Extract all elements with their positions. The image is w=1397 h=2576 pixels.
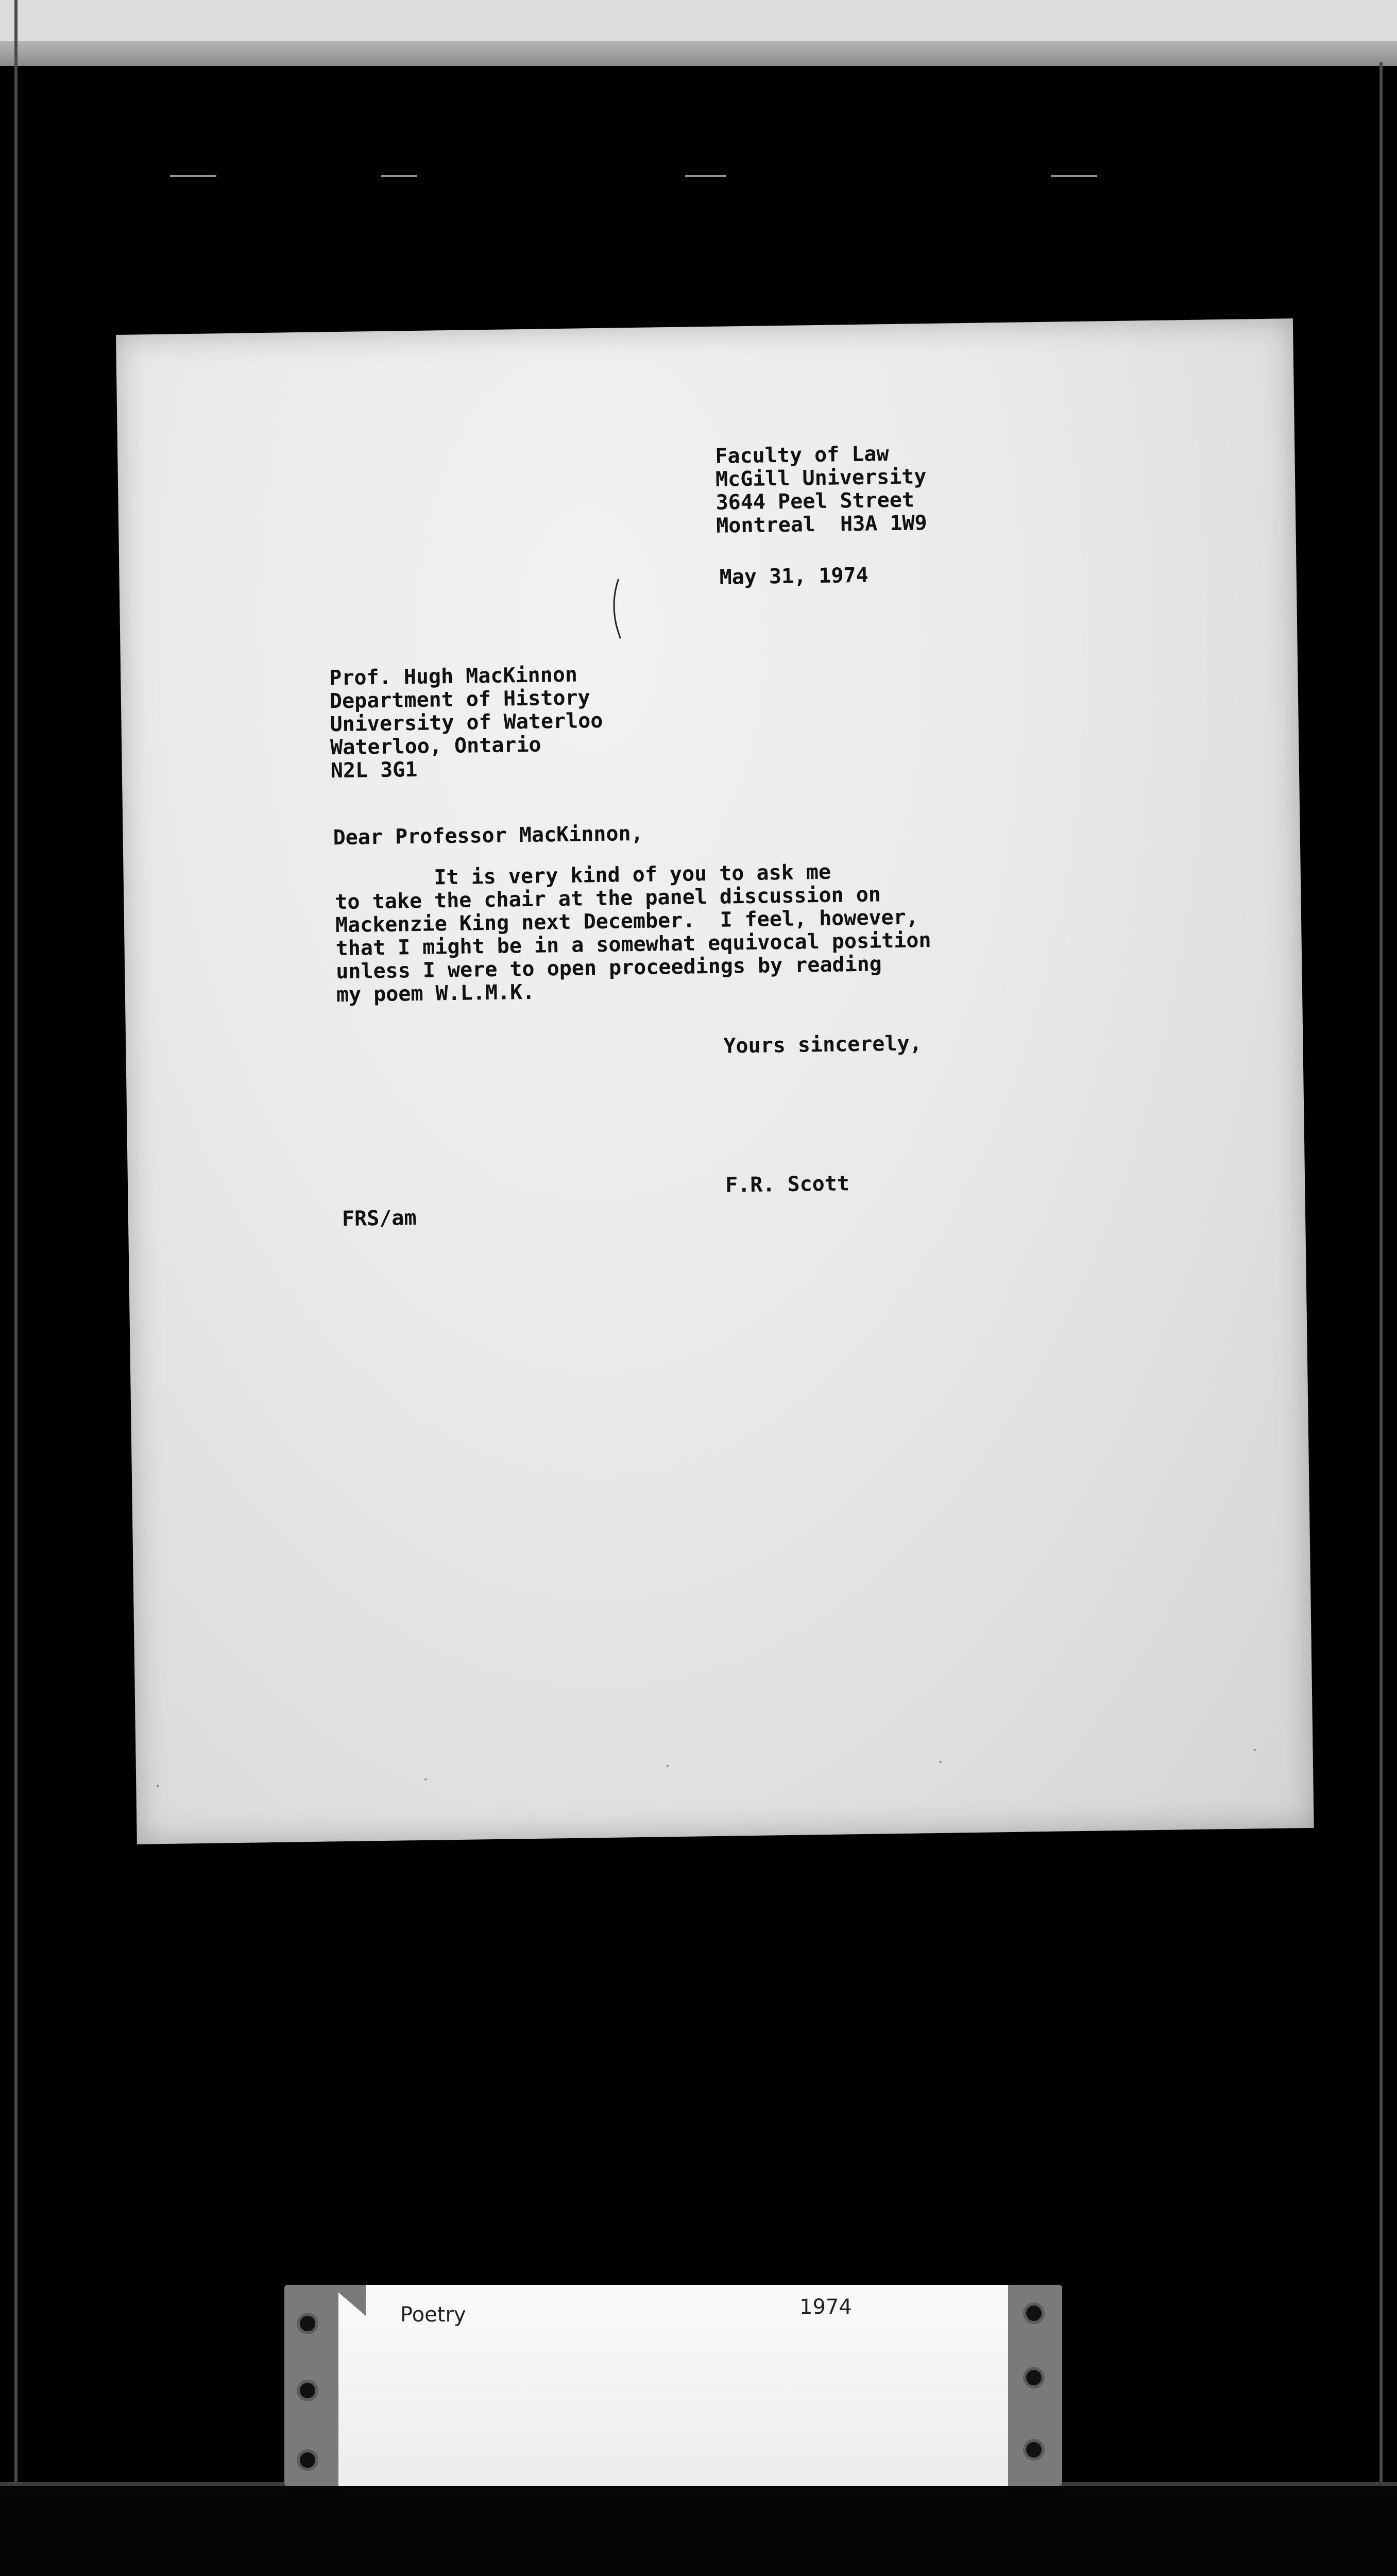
recipient-address: Prof. Hugh MacKinnon Department of History University of Waterloo Waterloo, Ontario N2L 3G1 [329, 663, 603, 783]
punch-hole [1026, 2370, 1042, 2385]
pencil-mark [611, 578, 623, 639]
letter-date: May 31, 1974 [719, 563, 868, 589]
sheet-speck [157, 1785, 159, 1787]
letter-sheet [116, 318, 1314, 1844]
sheet-speck [424, 1778, 427, 1781]
film-streak [170, 175, 216, 177]
sheet-speck [940, 1761, 942, 1763]
film-top-strip [0, 0, 1397, 66]
punch-hole [300, 2316, 315, 2331]
label-card [284, 2285, 1062, 2486]
film-right-edge [1379, 62, 1383, 2483]
punch-hole [1026, 2442, 1042, 2458]
sheet-speck [1254, 1749, 1256, 1751]
letter-body: It is very kind of you to ask me to take the chair at the panel discussion on Mackenzie King next December. I feel, however, that I might be in a somewhat equivocal position unless I were to open proceedings by reading my poem W.L.M.K. [334, 860, 931, 1007]
film-streak [381, 175, 417, 177]
film-left-edge [14, 0, 18, 2483]
film-bottom-area [0, 2486, 1397, 2576]
sender-address: Faculty of Law McGill University 3644 Peel Street Montreal H3A 1W9 [715, 442, 927, 538]
punch-hole [1026, 2306, 1042, 2321]
film-top-shade [0, 0, 1397, 41]
sheet-speck [667, 1765, 669, 1767]
film-streak [685, 175, 726, 177]
film-streak [1051, 175, 1097, 177]
label-card-corner [330, 2285, 366, 2316]
punch-hole [300, 2383, 315, 2398]
label-category: Poetry [400, 2303, 466, 2327]
typist-initials: FRS/am [342, 1206, 417, 1231]
signature-name: F.R. Scott [725, 1172, 850, 1197]
label-year: 1974 [799, 2295, 852, 2319]
salutation: Dear Professor MacKinnon, [333, 821, 643, 850]
punch-hole [300, 2452, 315, 2468]
closing: Yours sincerely, [723, 1031, 922, 1058]
